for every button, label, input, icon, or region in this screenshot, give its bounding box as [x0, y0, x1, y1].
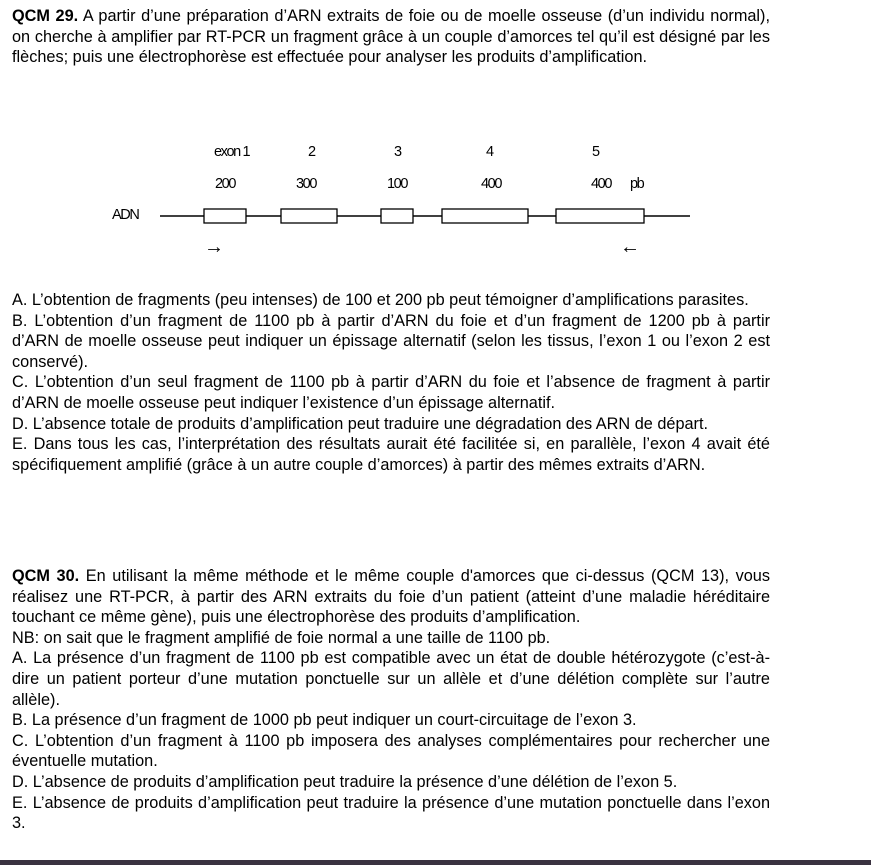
forward-primer-arrow-icon: →	[204, 236, 224, 258]
question-29-text: A partir d’une préparation d’ARN extraits de foie ou de moelle osseuse (d’un individu normal), on cherche à amplifier par RT-PCR un fragment grâce à un couple d’amorces tel qu’il est désigné par les flèches; puis une électrophorèse est effectuée pour analyser les produits d’amplification.	[12, 7, 770, 67]
exon-label-3: 3	[394, 144, 401, 160]
exon-label-5: 5	[592, 144, 599, 160]
q30-option-e: E. L’absence de produits d’amplification peut traduire la présence d’une mutation ponctuelle dans l’exon 3.	[12, 793, 770, 833]
reverse-primer-arrow-icon: ←	[620, 236, 640, 258]
q29-option-d: D. L’absence totale de produits d’amplification peut traduire une dégradation des ARN de départ.	[12, 414, 709, 433]
question-30-label: QCM 30.	[12, 567, 80, 585]
q30-option-a: A. La présence d’un fragment de 1100 pb est compatible avec un état de double hétérozygote (c’est-à-dire un patient porteur d’une mutation ponctuelle sur un allèle et d’une délétion complète sur l’autre allèle).	[12, 649, 770, 709]
question-30-intro	[12, 566, 770, 628]
q29-option-e: E. Dans tous les cas, l’interprétation des résultats aurait été facilitée si, en parallèle, l’exon 4 avait été spécifiquement amplifié (grâce à un autre couple d’amorces) à partir des mêmes extraits d’ARN.	[12, 435, 770, 474]
q29-option-c: C. L’obtention d’un seul fragment de 1100 pb à partir d’ARN du foie et l’absence de fragment à partir d’ARN de moelle osseuse peut indiquer l’existence d’un épissage alternatif.	[12, 373, 770, 412]
dna-label: ADN	[112, 207, 139, 223]
size-unit: pb	[630, 176, 644, 192]
q30-nb-note: NB: on sait que le fragment amplifié de foie normal a une taille de 1100 pb.	[12, 628, 551, 647]
size-label-2: 300	[296, 176, 316, 192]
exon-label-1: exon 1	[214, 144, 250, 160]
exon-4-box	[442, 209, 528, 223]
exon-label-4: 4	[486, 144, 493, 160]
size-label-5: 400	[591, 176, 611, 192]
size-label-4: 400	[481, 176, 501, 192]
q30-option-b: B. La présence d’un fragment de 1000 pb peut indiquer un court-circuitage de l’exon 3.	[12, 711, 637, 730]
exon-diagram-graphic	[0, 130, 871, 270]
exon-1-box	[204, 209, 246, 223]
exon-3-box	[381, 209, 413, 223]
question-29-options	[12, 290, 770, 475]
question-29-label: QCM 29.	[12, 7, 79, 25]
q30-option-d: D. L’absence de produits d’amplification peut traduire la présence d’une délétion de l’exon 5.	[12, 772, 678, 791]
size-label-1: 200	[215, 176, 235, 192]
exon-2-box	[281, 209, 337, 223]
window-bottom-edge	[0, 860, 871, 865]
q30-option-c: C. L’obtention d’un fragment à 1100 pb imposera des analyses complémentaires pour rechercher une éventuelle mutation.	[12, 731, 770, 771]
question-30-text: En utilisant la même méthode et le même couple d'amorces que ci-dessus (QCM 13), vous réalisez une RT-PCR, à partir des ARN extraits du foie d’un patient (atteint d’une maladie héréditaire touchant ce même gène), puis une électrophorèse des produits d’amplification.	[12, 567, 770, 627]
exon-5-box	[556, 209, 644, 223]
size-label-3: 100	[387, 176, 407, 192]
question-29-intro	[12, 6, 770, 68]
q29-option-a: A. L’obtention de fragments (peu intenses) de 100 et 200 pb peut témoigner d’amplifications parasites.	[12, 291, 749, 309]
question-30	[12, 566, 770, 834]
exon-diagram	[0, 130, 871, 270]
exon-label-2: 2	[308, 144, 315, 160]
q29-option-b: B. L’obtention d’un fragment de 1100 pb à partir d’ARN du foie et d’un fragment de 1200 pb à partir d’ARN de moelle osseuse peut indiquer un épissage alternatif (selon les tissus, l’exon 1 ou l’exon 2 est conservé).	[12, 311, 770, 371]
